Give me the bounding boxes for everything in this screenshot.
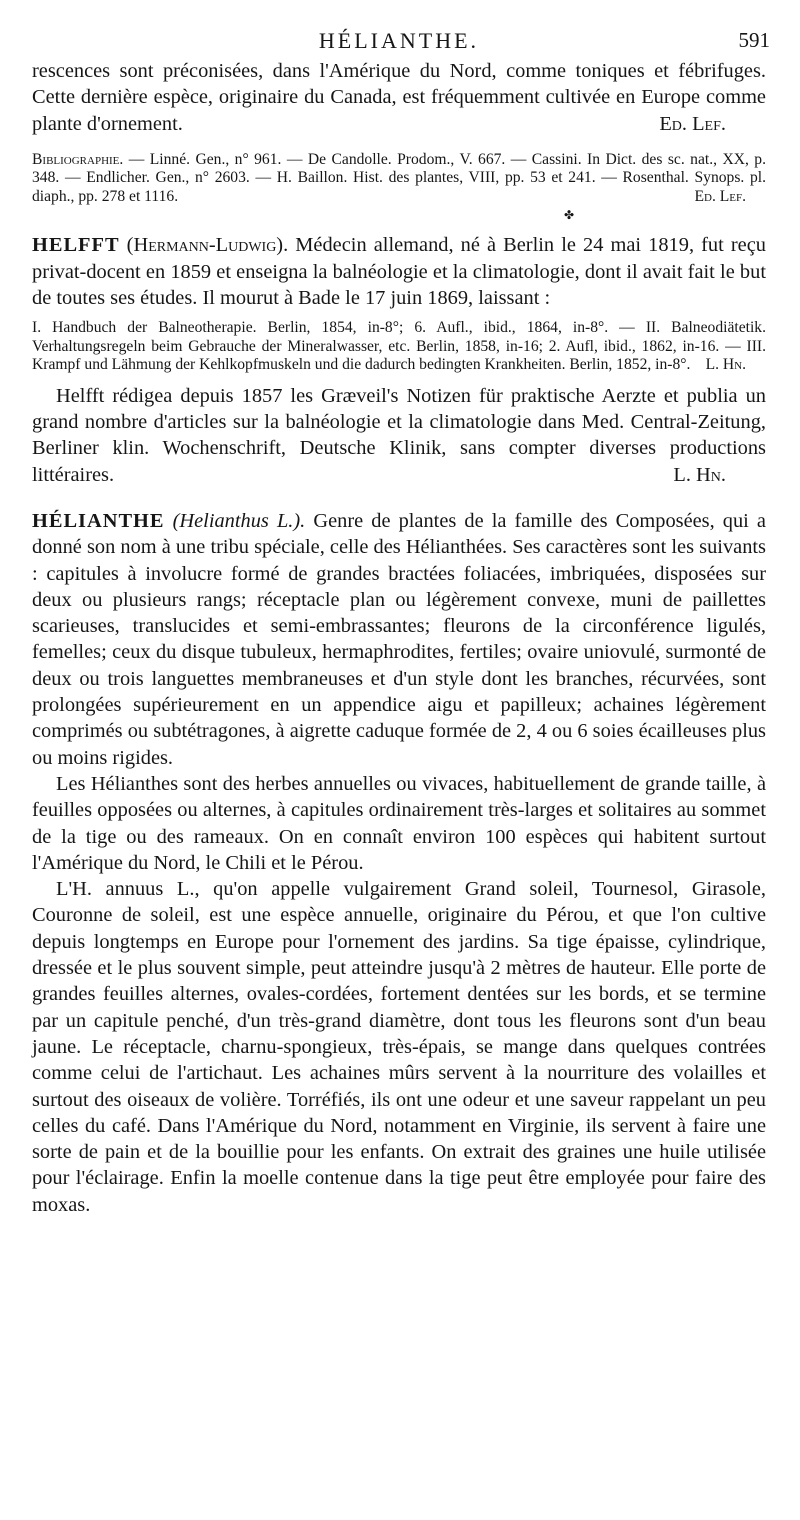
helianthe-entry <box>32 508 766 771</box>
helianthe-headword: HÉLIANTHE <box>32 509 165 532</box>
intro-paragraph <box>32 58 766 137</box>
helfft-closing-text: Helfft rédigea depuis 1857 les Græveil's Notizen für praktische Aerzte et publia un grand nombre d'articles sur la balnéologie et la climatologie dans Med. Central-Zeitung, Berliner klin. Wochenschrift, Deutsche Klinik, sans compter diverses productions littéraires. <box>32 384 766 486</box>
bibliography-signature: Ed. Lef. <box>694 187 746 205</box>
helfft-headword: HELFFT <box>32 234 120 257</box>
dictionary-page <box>32 28 770 1218</box>
bibliography-entry <box>32 151 766 207</box>
helianthe-description: Genre de plantes de la famille des Composées, qui a donné son nom à une tribu spéciale, celle des Hélianthées. Ses caractères sont les suivants : capitules à involucre formé de grandes bractées foliacées, imbriquées, disposées sur deux ou plusieurs rangs; réceptacle plan ou légèrement convexe, muni de paillettes scarieuses, translucides et semi-embrassantes; fleurons de la circonférence ligulés, femelles; ceux du disque tubuleux, hermaphrodites, fertiles; ovaire uniovulé, surmonté de deux ou trois languettes membraneuses et d'un style dont les branches, récurvées, sont prolongées supérieurement en un appendice aigu et papilleux; achaines légèrement comprimés ou subtétragones, à aigrette caduque formée de 2, 4 ou 6 soies écailleuses plus ou moins rigides. <box>32 509 766 769</box>
helfft-forenames: (Hermann-Ludwig). <box>126 234 289 257</box>
helianthe-latin-name: (Helianthus L.). <box>172 509 306 532</box>
intro-text: rescences sont préconisées, dans l'Amérique du Nord, comme toniques et fébrifuges. Cette dernière espèce, originaire du Canada, est fréquemment cultivée en Europe comme plante d'ornement. <box>32 60 766 135</box>
intro-signature: Ed. Lef. <box>659 112 726 135</box>
helfft-closing-paragraph <box>32 383 766 488</box>
section-ornament: ✤ <box>563 208 575 223</box>
helianthe-paragraph-species: Les Hélianthes sont des herbes annuelles ou vivaces, habituellement de grande taille, à feuilles opposées ou alternes, à capitules ordinairement très-larges et solitaires au sommet de la tige ou des rameaux. On en connaît environ 100 espèces qui habitent surtout l'Amérique du Nord, le Chili et le Pérou. <box>32 772 766 874</box>
helfft-works-signature: L. Hn. <box>705 356 746 374</box>
helfft-biography: Médecin allemand, né à Berlin le 24 mai 1819, fut reçu privat-docent en 1859 et enseigna la balnéologie et la climatologie, dont il avait fait le but de toutes ses études. Il mourut à Bade le 17 juin 1869, laissant : <box>32 234 766 309</box>
bibliography-text: — Linné. Gen., n° 961. — De Candolle. Prodom., V. 667. — Cassini. In Dict. des sc. nat., XX, p. 348. — Endlicher. Gen., n° 2603. — H. Baillon. Hist. des plantes, VIII, pp. 53 et 241. — Rosenthal. Synops. pl. diaph., pp. 278 et 1116. <box>32 150 766 205</box>
helianthe-paragraph-annuus: L'H. annuus L., qu'on appelle vulgairement Grand soleil, Tournesol, Girasole, Couronne de soleil, est une espèce annuelle, originaire du Pérou, et que l'on cultive depuis longtemps en Europe pour l'ornement des jardins. Sa tige épaisse, cylindrique, dressée et le plus souvent simple, peut atteindre jusqu'à 2 mètres de hauteur. Elle porte de grandes feuilles alternes, ovales-cordées, fortement dentées sur les bords, et se termine par un capitule penché, d'un très-grand diamètre, dont tous les fleurons sont d'un beau jaune. Le réceptacle, charnu-spongieux, très-épais, se mange dans quelques contrées comme celui de l'artichaut. Les achaines mûrs servent à la nourriture des volailles et surtout des oiseaux de volière. Torréfiés, ils ont une odeur et une saveur rappelant un peu celles du café. Dans l'Amérique du Nord, notamment en Virginie, ils servent à faire une sorte de pain et de la bouillie pour les enfants. On extrait des graines une huile utilisée pour l'éclairage. Enfin la moelle contenue dans la tige peut être employée pour faire des moxas. <box>32 878 766 1216</box>
helfft-closing-signature: L. Hn. <box>673 463 726 486</box>
running-head <box>32 28 770 58</box>
helfft-works-text: I. Handbuch der Balneotherapie. Berlin, 1854, in-8°; 6. Aufl., ibid., 1864, in-8°. — II. Balneodiätetik. Verhaltungsregeln beim Gebrauche der Mineralwasser, etc. Berlin, 1858, in-16; 2. Aufl, ibid., 1862, in-16. — III. Krampf und Lähmung der Kehlkopfmuskeln und die dadurch bedingten Krankheiten. Berlin, 1852, in-8°. <box>32 319 766 374</box>
helfft-entry <box>32 232 766 311</box>
bibliography-label: Bibliographie. <box>32 150 124 168</box>
helfft-works <box>32 319 766 375</box>
page-number: 591 <box>738 28 770 52</box>
running-title: HÉLIANTHE. <box>318 28 480 53</box>
